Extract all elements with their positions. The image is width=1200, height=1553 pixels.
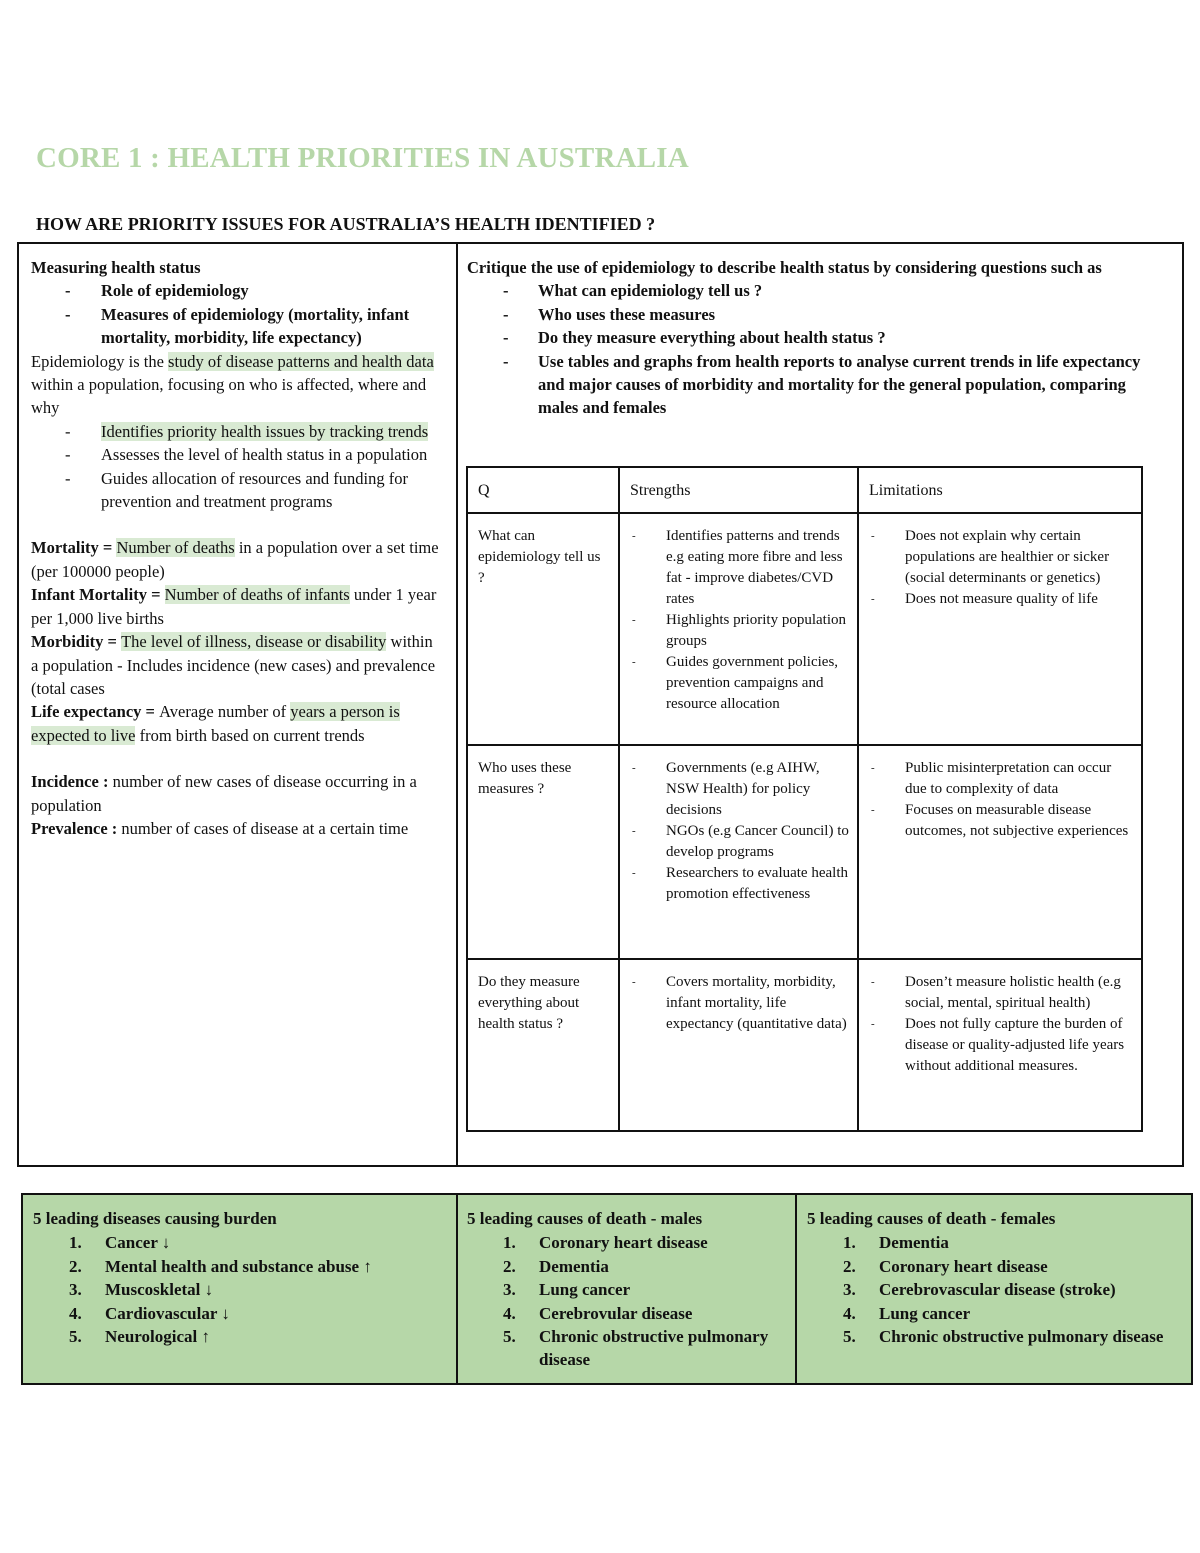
measuring-list <box>31 279 443 349</box>
infant-mortality-definition: Infant Mortality = Number of deaths of infants under 1 year per 1,000 live births <box>31 585 437 628</box>
burden-list <box>33 1231 453 1348</box>
list-item: - What can epidemiology tell us ? <box>467 279 1167 302</box>
list-item: 3. Lung cancer <box>503 1280 631 1300</box>
column-divider <box>456 244 458 1165</box>
list-item: 4. Cerebrovular disease <box>503 1303 693 1323</box>
question-cell: Who uses these measures ? <box>467 745 619 959</box>
list-item: - Dosen’t measure holistic health (e.g social, mental, spiritual health) <box>859 972 1133 1014</box>
highlight: years a person is expected to live <box>31 702 400 745</box>
table-header-row <box>467 467 1142 513</box>
list-item: - Researchers to evaluate health promotion effectiveness <box>620 863 849 905</box>
epidemiology-definition: Epidemiology is the study of disease patterns and health data within a population, focusing on who is affected, where and why <box>31 351 434 418</box>
strengths-cell <box>619 513 858 745</box>
header-limitations: Limitations <box>858 467 1142 513</box>
list-item: 4. Lung cancer <box>843 1303 971 1323</box>
females-heading: 5 leading causes of death - females <box>807 1209 1056 1228</box>
list-item: 2. Dementia <box>503 1256 609 1276</box>
females-column <box>807 1207 1187 1348</box>
list-item: 2. Mental health and substance abuse ↑ <box>69 1256 372 1276</box>
header-q: Q <box>467 467 619 513</box>
list-item: 3. Cerebrovascular disease (stroke) <box>843 1280 1116 1300</box>
highlight: Identifies priority health issues by tracking trends <box>101 421 429 441</box>
list-item: - Does not explain why certain populations are healthier or sicker (social determinants or genetics) <box>859 526 1133 589</box>
life-expectancy-definition: Life expectancy = Average number of years a person is expected to live from birth based on current trends <box>31 702 400 745</box>
list-item <box>31 420 443 443</box>
highlight: Number of deaths of infants <box>164 585 350 605</box>
highlight: The level of illness, disease or disability <box>121 632 387 652</box>
section-subtitle: HOW ARE PRIORITY ISSUES FOR AUSTRALIA’S HEALTH IDENTIFIED ? <box>36 214 656 234</box>
males-list <box>467 1231 787 1371</box>
list-item: - NGOs (e.g Cancer Council) to develop programs <box>620 821 849 863</box>
males-column <box>467 1207 787 1372</box>
main-table <box>17 242 1184 1167</box>
strengths-cell <box>619 745 858 959</box>
prevalence-definition: Prevalence : number of cases of disease at a certain time <box>31 818 409 838</box>
list-item: - Do they measure everything about health status ? <box>467 326 1167 349</box>
epidemiology-points <box>31 420 443 514</box>
right-column <box>467 256 1167 420</box>
morbidity-definition: Morbidity = The level of illness, disease or disability within a population - Includes incidence (new cases) and prevalence (total cases <box>31 632 436 698</box>
left-column <box>31 256 443 840</box>
burden-heading: 5 leading diseases causing burden <box>33 1209 277 1228</box>
header-strengths: Strengths <box>619 467 858 513</box>
limitations-cell <box>858 745 1142 959</box>
limitations-cell <box>858 513 1142 745</box>
highlight: study of disease patterns and health data <box>168 351 434 371</box>
list-item: - Does not fully capture the burden of disease or quality-adjusted life years without additional measures. <box>859 1014 1133 1077</box>
list-item: 5. Chronic obstructive pulmonary disease <box>843 1327 1164 1347</box>
males-heading: 5 leading causes of death - males <box>467 1209 703 1228</box>
incidence-definition: Incidence : number of new cases of disease occurring in a population <box>31 772 417 815</box>
column-divider <box>456 1195 458 1383</box>
females-list <box>807 1231 1187 1348</box>
list-item: - Identifies patterns and trends e.g eating more fibre and less fat - improve diabetes/CVD rates <box>620 526 849 610</box>
burden-column <box>33 1207 453 1348</box>
strengths-cell <box>619 959 858 1131</box>
question-cell: What can epidemiology tell us ? <box>467 513 619 745</box>
list-item: - Focuses on measurable disease outcomes, not subjective experiences <box>859 800 1133 842</box>
question-cell: Do they measure everything about health status ? <box>467 959 619 1131</box>
table-row <box>467 959 1142 1131</box>
list-item: - Does not measure quality of life <box>859 589 1133 610</box>
list-item: - Measures of epidemiology (mortality, infant mortality, morbidity, life expectancy) <box>31 303 443 350</box>
list-item: 5. Chronic obstructive pulmonary disease <box>503 1327 769 1370</box>
list-item: - Public misinterpretation can occur due to complexity of data <box>859 758 1133 800</box>
critique-questions <box>467 279 1167 419</box>
measuring-heading: Measuring health status <box>31 258 201 277</box>
mortality-definition: Mortality = Number of deaths in a population over a set time (per 100000 people) <box>31 538 439 581</box>
list-item: 1. Cancer ↓ <box>69 1233 171 1253</box>
leading-causes-panel <box>21 1193 1193 1385</box>
list-item: 4. Cardiovascular ↓ <box>69 1303 230 1323</box>
page-title: CORE 1 : HEALTH PRIORITIES IN AUSTRALIA <box>36 142 689 174</box>
list-item: 1. Dementia <box>843 1233 949 1253</box>
list-item: 2. Coronary heart disease <box>843 1256 1048 1276</box>
list-item: - Use tables and graphs from health reports to analyse current trends in life expectancy and major causes of morbidity and mortality for the general population, comparing males and females <box>467 350 1167 420</box>
table-row <box>467 513 1142 745</box>
highlight: Number of deaths <box>116 538 235 558</box>
list-item: 3. Muscoskletal ↓ <box>69 1280 214 1300</box>
list-item: 5. Neurological ↑ <box>69 1327 210 1347</box>
list-item: - Covers mortality, morbidity, infant mortality, life expectancy (quantitative data) <box>620 972 849 1035</box>
list-item: - Guides government policies, prevention campaigns and resource allocation <box>620 652 849 715</box>
critique-intro: Critique the use of epidemiology to describe health status by considering questions such as <box>467 258 1102 277</box>
list-item: - Highlights priority population groups <box>620 610 849 652</box>
column-divider <box>795 1195 797 1383</box>
limitations-cell <box>858 959 1142 1131</box>
list-item: 1. Coronary heart disease <box>503 1233 708 1253</box>
critique-table <box>466 466 1143 1132</box>
list-item: - Guides allocation of resources and funding for prevention and treatment programs <box>31 467 443 514</box>
list-item: - Assesses the level of health status in a population <box>31 443 443 466</box>
list-item: - Governments (e.g AIHW, NSW Health) for policy decisions <box>620 758 849 821</box>
list-item: - Who uses these measures <box>467 303 1167 326</box>
table-row <box>467 745 1142 959</box>
list-item: - Role of epidemiology <box>31 279 443 302</box>
